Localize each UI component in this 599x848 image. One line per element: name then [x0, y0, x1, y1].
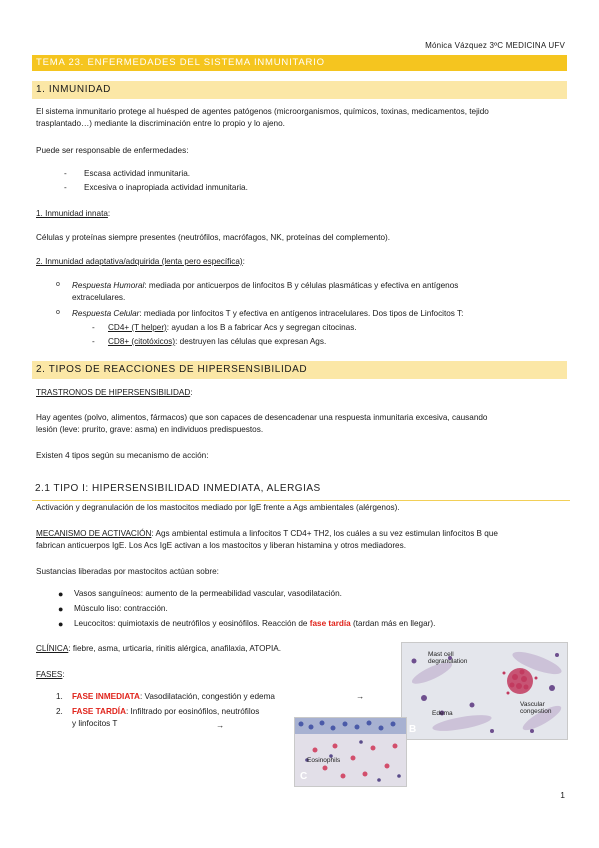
respuesta-humoral-item: o Respuesta Humoral: mediada por anticuerpos de linfocitos B y células plasmáticas y efectiva en antígenos extracelulares. — [56, 281, 459, 302]
histology-image-eosinophils — [294, 717, 407, 787]
fase-tardia-highlight: fase tardía — [309, 619, 351, 628]
innata-text: Células y proteínas siempre presentes (neutrófilos, macrófagos, NK, proteínas del complemento). — [36, 233, 391, 242]
intro-line-2: trasplantado…) mediante la discriminación entre lo propio y lo ajeno. — [36, 118, 285, 128]
intro-paragraph — [36, 106, 566, 130]
mecanismo-paragraph: MECANISMO DE ACTIVACIÓN: Ags ambiental estimula a linfocitos T CD4+ TH2, los cuáles a su vez estimulan linfocitos B que fabrican anticuerpos IgE. Los Acs IgE activan a los mastocitos y liberan histamina y otros mediadores. — [36, 529, 498, 550]
sustancias-list — [58, 588, 558, 633]
fase-inmediata-item: 1. FASE INMEDIATA: Vasodilatación, congestión y edema → — [56, 692, 365, 701]
mast-cell-label: Mast cell degranulation — [428, 651, 468, 666]
dash-bullet: - — [64, 169, 67, 178]
histology-image-mast-cell — [401, 642, 568, 740]
eosinophil-micrograph — [295, 718, 406, 786]
responsable-text: Puede ser responsable de enfermedades: — [36, 146, 189, 155]
arrow-right-icon: → — [216, 721, 225, 730]
list-item: - Excesiva o inapropiada actividad inmunitaria. — [64, 183, 248, 192]
vascular-congestion-label: Vascular congestion — [520, 701, 552, 716]
bullet-dot-icon: ● — [58, 619, 64, 629]
list-item: ● Músculo liso: contracción. — [58, 604, 168, 614]
arrow-right-icon: → — [356, 692, 365, 701]
sustancias-text: Sustancias liberadas por mastocitos actúan sobre: — [36, 567, 219, 576]
section-heading-inmunidad: 1. INMUNIDAD — [32, 81, 567, 99]
edema-label: Edema — [432, 710, 453, 717]
eosinophils-label: Eosinophils — [307, 757, 341, 764]
dash-bullet: - — [64, 183, 67, 192]
circle-bullet-icon: o — [56, 309, 60, 316]
list-item: ● Vasos sanguíneos: aumento de la permeabilidad vascular, vasodilatación. — [58, 589, 342, 599]
subsection-heading-tipo-i: 2.1 TIPO I: HIPERSENSIBILIDAD INMEDIATA, ALERGIAS — [32, 482, 570, 501]
adaptativa-heading: 2. Inmunidad adaptativa/adquirida (lenta pero específica): — [36, 257, 245, 266]
clinica-text: CLÍNICA: fiebre, asma, urticaria, rinitis alérgica, anafilaxia, ATOPIA. — [36, 644, 281, 653]
respuesta-celular-item: o Respuesta Celular: mediada por linfocitos T y efectiva en antígenos intracelulares. Dos tipos de Linfocitos T: — [56, 309, 464, 318]
mast-cell-micrograph — [402, 643, 567, 739]
dash-bullet: - — [92, 337, 95, 346]
bullet-dot-icon: ● — [58, 589, 64, 599]
document-title: TEMA 23. ENFERMEDADES DEL SISTEMA INMUNITARIO — [32, 55, 567, 71]
list-item: - CD4+ (T helper): ayudan a los B a fabricar Acs y segregan citocinas. — [92, 323, 357, 332]
section-heading-hipersensibilidad: 2. TIPOS DE REACCIONES DE HIPERSENSIBILIDAD — [32, 361, 567, 379]
circle-bullet-icon: o — [56, 281, 60, 288]
trastornos-heading: TRASTRONOS DE HIPERSENSIBILIDAD: — [36, 388, 193, 397]
tipos-text: Existen 4 tipos según su mecanismo de acción: — [36, 451, 209, 460]
linfocitos-t-list — [92, 322, 552, 350]
list-item: ● Leucocitos: quimiotaxis de neutrófilos y eosinófilos. Reacción de fase tardía (tardan más en llegar). — [58, 619, 436, 629]
list-item: - CD8+ (citotóxicos): destruyen las células que expresan Ags. — [92, 337, 327, 346]
author-header: Mónica Vázquez 3ºC MEDICINA UFV — [425, 41, 565, 50]
dash-bullet: - — [92, 323, 95, 332]
page-number: 1 — [560, 790, 565, 800]
fases-heading: FASES: — [36, 670, 65, 679]
panel-letter-c: C — [300, 771, 308, 782]
activacion-text: Activación y degranulación de los mastocitos mediado por IgE frente a Ags ambientales (alérgenos). — [36, 503, 400, 512]
hipersensibilidad-paragraph: Hay agentes (polvo, alimentos, fármacos) que son capaces de desencadenar una respuesta inmunitaria excesiva, causando lesión (leve: prurito, grave: asma) en individuos predispuestos. — [36, 413, 488, 434]
fase-tardia-item: 2. FASE TARDÍA: Infiltrado por eosinófilos, neutrófilos y linfocitos T → — [56, 707, 260, 730]
enfermedades-list — [64, 168, 544, 196]
panel-letter-b: B — [409, 724, 417, 735]
intro-line-1: El sistema inmunitario protege al huésped de agentes patógenos (microorganismos, químicos, toxinas, medicamentos, tejido — [36, 107, 489, 116]
list-item: - Escasa actividad inmunitaria. — [64, 169, 191, 178]
bullet-dot-icon: ● — [58, 604, 64, 614]
innata-heading: 1. Inmunidad innata: — [36, 209, 111, 218]
